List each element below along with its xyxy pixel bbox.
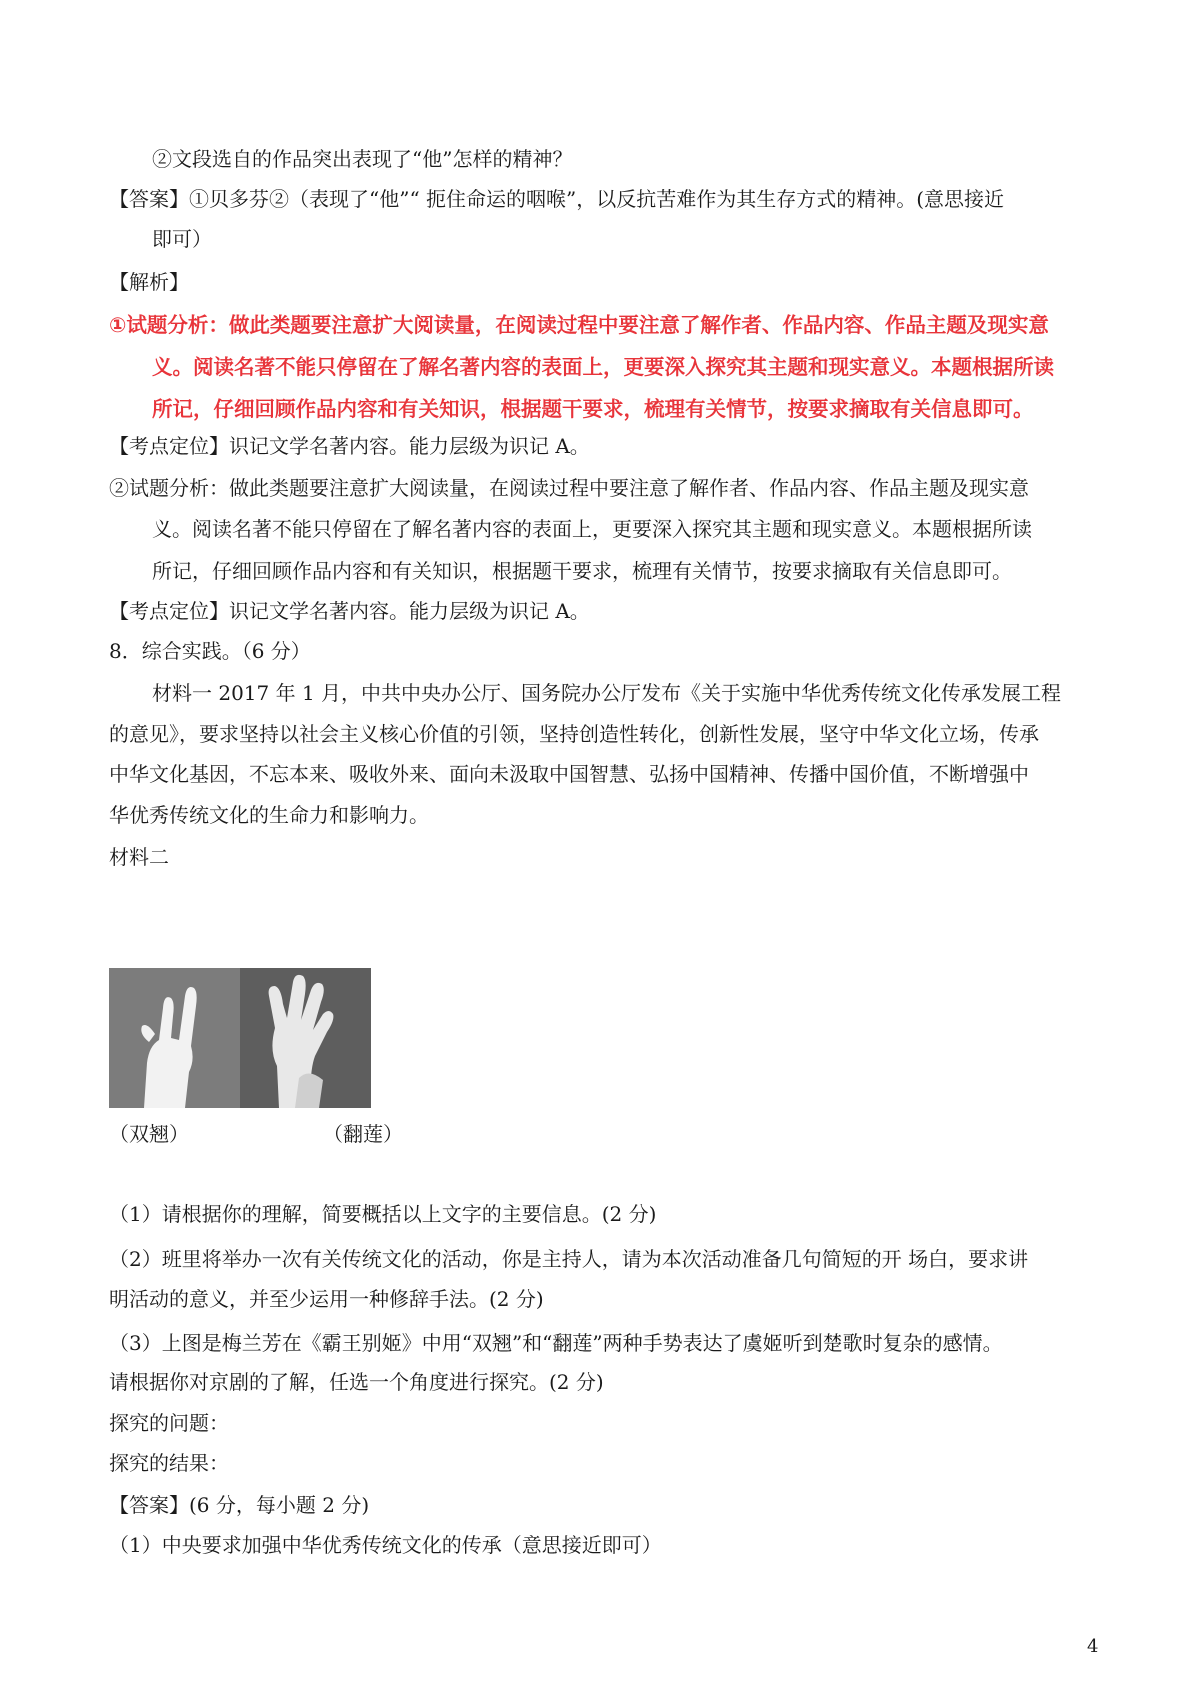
caption-shuangqiao: （双翘） — [109, 1122, 189, 1146]
question-8-3-line1: （3）上图是梅兰芳在《霸王别姬》中用“双翘”和“翻莲”两种手势表达了虞姬听到楚歌时复杂的感情。 — [109, 1331, 1003, 1355]
analysis-1-line2: 义。阅读名著不能只停留在了解名著内容的表面上，更要深入探究其主题和现实意义。本题根据所读 — [152, 355, 1054, 379]
material-2-label: 材料二 — [109, 845, 169, 869]
question-8-1: （1）请根据你的理解，简要概括以上文字的主要信息。(2 分) — [109, 1202, 657, 1226]
material-1-line2: 的意见》，要求坚持以社会主义核心价值的引领，坚持创造性转化，创新性发展，坚守中华文化立场，传承 — [109, 722, 1039, 746]
kaodian-2: 【考点定位】识记文学名著内容。能力层级为识记 A。 — [109, 599, 590, 623]
analysis-1-line3: 所记，仔细回顾作品内容和有关知识，根据题干要求，梳理有关情节，按要求摘取有关信息即可。 — [152, 397, 1034, 421]
answer-8-header: 【答案】(6 分，每小题 2 分) — [109, 1493, 370, 1517]
caption-fanlian: （翻莲） — [323, 1122, 403, 1146]
hand-gesture-photo — [109, 968, 371, 1108]
question-8-3-line2: 请根据你对京剧的了解，任选一个角度进行探究。(2 分) — [109, 1370, 604, 1394]
question-8-title: 8．综合实践。（6 分） — [109, 639, 311, 663]
question-8-2-line1: （2）班里将举办一次有关传统文化的活动，你是主持人，请为本次活动准备几句简短的开 场白，要求讲 — [109, 1247, 1029, 1271]
analysis-2-line3: 所记，仔细回顾作品内容和有关知识，根据题干要求，梳理有关情节，按要求摘取有关信息即可。 — [152, 559, 1012, 583]
answer-8-1: （1）中央要求加强中华优秀传统文化的传承（意思接近即可） — [109, 1533, 662, 1557]
explore-question-label: 探究的问题： — [109, 1411, 229, 1435]
answer-7-line1: 【答案】①贝多芬②（表现了“他”“ 扼住命运的咽喉”，以反抗苦难作为其生存方式的精神。(意思接近 — [109, 187, 1005, 211]
material-1-line4: 华优秀传统文化的生命力和影响力。 — [109, 803, 429, 827]
page-number: 4 — [1087, 1636, 1099, 1657]
explore-result-label: 探究的结果： — [109, 1451, 229, 1475]
analysis-label: 【解析】 — [109, 270, 189, 294]
analysis-2-line2: 义。阅读名著不能只停留在了解名著内容的表面上，更要深入探究其主题和现实意义。本题根据所读 — [152, 517, 1032, 541]
question-8-2-line2: 明活动的意义，并至少运用一种修辞手法。(2 分) — [109, 1287, 544, 1311]
material-1-line1: 材料一 2017 年 1 月，中共中央办公厅、国务院办公厅发布《关于实施中华优秀传统文化传承发展工程 — [152, 681, 1062, 705]
analysis-1-line1: ①试题分析：做此类题要注意扩大阅读量，在阅读过程中要注意了解作者、作品内容、作品主题及现实意 — [109, 313, 1049, 337]
answer-7-line2: 即可） — [152, 227, 212, 251]
question-7-sub2: ②文段选自的作品突出表现了“他”怎样的精神？ — [152, 147, 573, 171]
analysis-2-line1: ②试题分析：做此类题要注意扩大阅读量，在阅读过程中要注意了解作者、作品内容、作品主题及现实意 — [109, 476, 1029, 500]
material-1-line3: 中华文化基因，不忘本来、吸收外来、面向未汲取中国智慧、弘扬中国精神、传播中国价值，不断增强中 — [109, 762, 1029, 786]
kaodian-1: 【考点定位】识记文学名著内容。能力层级为识记 A。 — [109, 434, 590, 458]
